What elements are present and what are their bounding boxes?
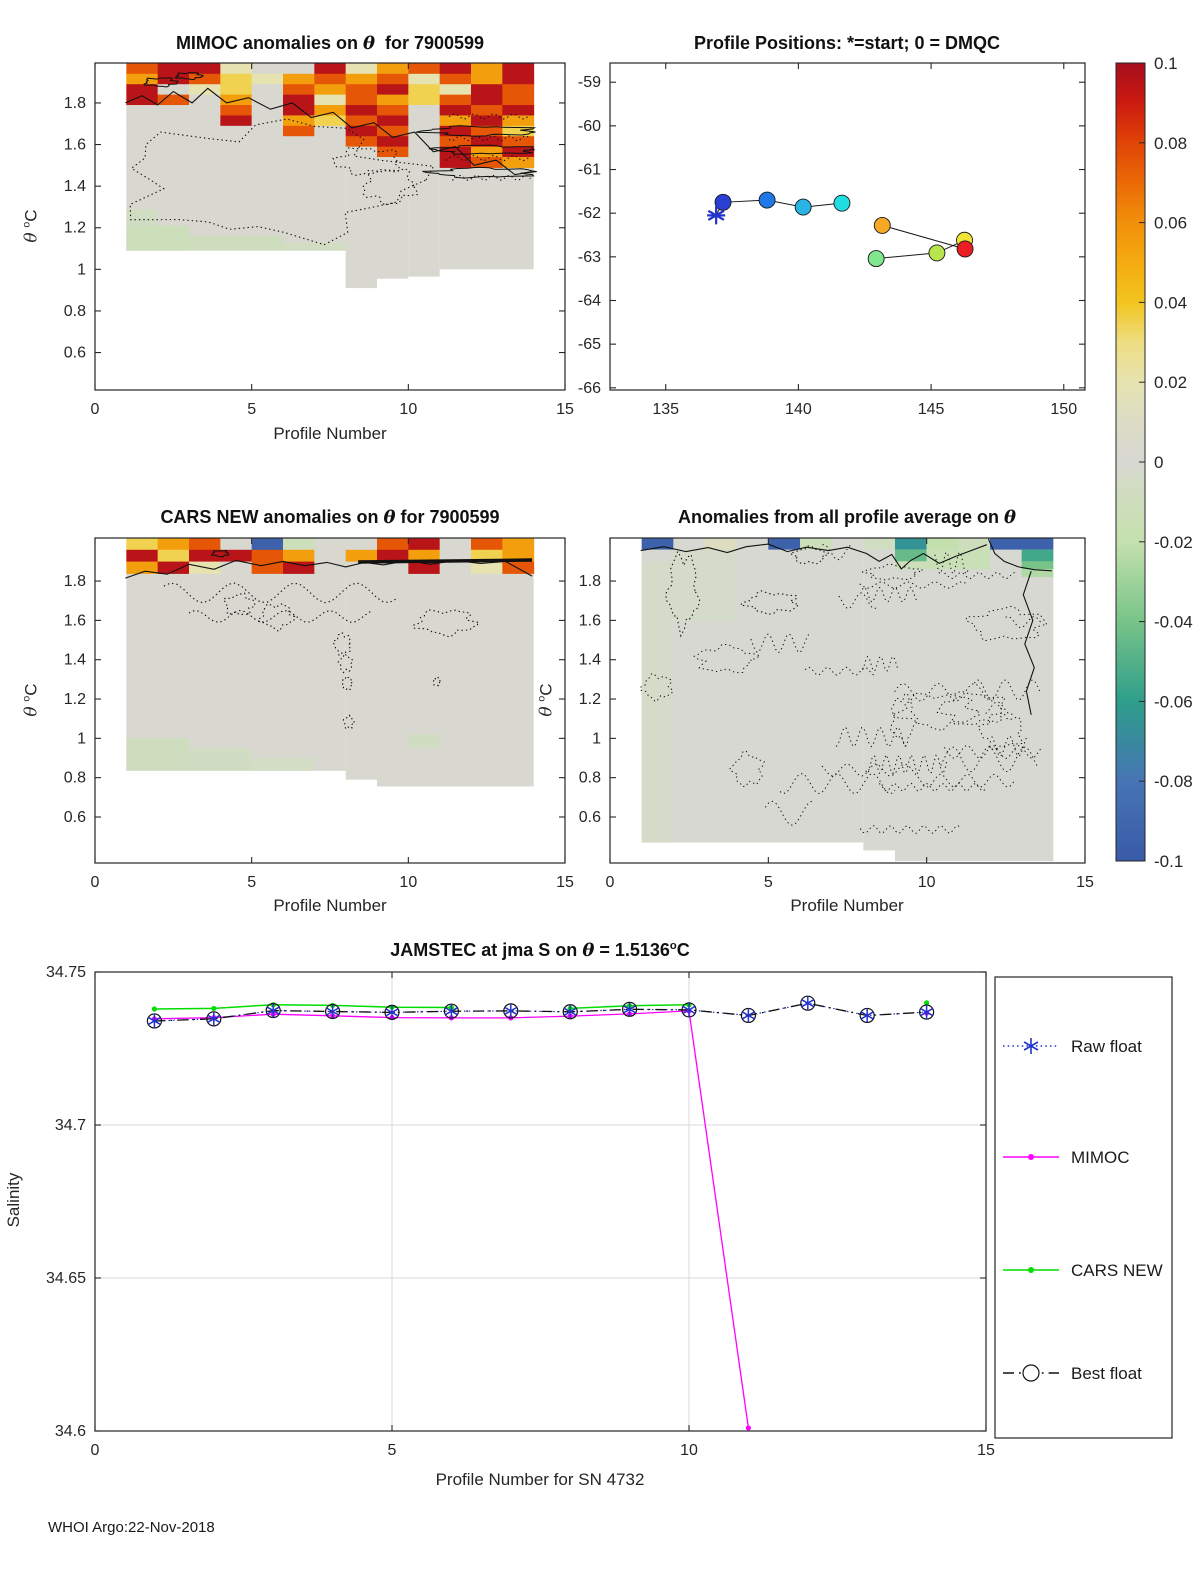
svg-text:-60: -60 xyxy=(577,117,601,135)
title-text: MIMOC anomalies on xyxy=(175,33,363,53)
profile-position-point xyxy=(874,217,890,233)
svg-text:1.4: 1.4 xyxy=(63,651,86,669)
svg-text:135: 135 xyxy=(652,401,680,418)
legend-label-raw-float: Raw float xyxy=(1071,1037,1142,1056)
heatmap-cells xyxy=(125,63,536,288)
xlabel-profile-number-2: Profile Number xyxy=(273,896,387,915)
profile-position-point xyxy=(929,245,945,261)
profile-position-point xyxy=(868,251,884,267)
svg-text:1.6: 1.6 xyxy=(578,612,601,630)
svg-text:-64: -64 xyxy=(577,292,601,310)
title-text: JAMSTEC at jma S on xyxy=(390,940,583,960)
svg-text:10: 10 xyxy=(917,874,936,891)
svg-text:0.04: 0.04 xyxy=(1154,293,1188,313)
svg-text:-63: -63 xyxy=(577,248,601,266)
svg-text:34.65: 34.65 xyxy=(45,1270,86,1287)
svg-text:-65: -65 xyxy=(577,336,601,354)
plot-positions_scatter xyxy=(578,63,1085,418)
svg-text:15: 15 xyxy=(556,874,574,891)
svg-text:5: 5 xyxy=(247,401,257,418)
svg-text:1.8: 1.8 xyxy=(578,573,601,591)
heatmap-cells xyxy=(125,538,534,787)
title-anomalies-average xyxy=(678,507,1016,528)
title-mimoc-anomalies xyxy=(176,33,484,54)
svg-text:15: 15 xyxy=(1076,874,1094,891)
svg-text:-0.1: -0.1 xyxy=(1154,852,1184,871)
svg-text:1.4: 1.4 xyxy=(578,651,601,669)
svg-text:-66: -66 xyxy=(577,379,601,397)
svg-text:-0.02: -0.02 xyxy=(1154,532,1193,552)
svg-text:1.2: 1.2 xyxy=(63,691,86,709)
title-profile-positions xyxy=(694,33,1000,54)
svg-text:-59: -59 xyxy=(577,74,601,92)
title-text: for 7900599 xyxy=(374,33,485,53)
title-text: Profile Positions: *=start; 0 = DMQC xyxy=(693,33,1001,53)
svg-text:1.2: 1.2 xyxy=(63,219,86,237)
svg-text:5: 5 xyxy=(387,1442,397,1459)
svg-text:0: 0 xyxy=(1154,453,1164,472)
legend-label-mimoc: MIMOC xyxy=(1071,1148,1130,1167)
svg-text:145: 145 xyxy=(917,401,945,418)
svg-text:-0.08: -0.08 xyxy=(1154,772,1193,792)
profile-position-point xyxy=(957,241,973,257)
svg-text:0: 0 xyxy=(90,874,100,891)
svg-text:150: 150 xyxy=(1050,401,1078,418)
ylabel-theta-mid-left: θ $^o$C xyxy=(20,683,42,717)
title-jamstec xyxy=(390,940,689,961)
footer-whoi-argo-date: WHOI Argo:22-Nov-2018 xyxy=(48,1519,215,1536)
svg-text:34.6: 34.6 xyxy=(54,1423,86,1440)
title-text: = 1.5136 xyxy=(594,940,670,960)
title-text: C xyxy=(676,940,690,960)
svg-text:0.02: 0.02 xyxy=(1154,373,1188,393)
heatmap-cells xyxy=(640,538,1053,861)
svg-text:1.2: 1.2 xyxy=(578,691,601,709)
ylabel-theta-mid-right: θ $^o$C xyxy=(535,683,557,717)
profile-position-point xyxy=(795,199,811,215)
svg-text:10: 10 xyxy=(680,1442,698,1459)
svg-text:15: 15 xyxy=(977,1442,995,1459)
profile-position-point xyxy=(715,194,731,210)
svg-text:1: 1 xyxy=(77,261,86,279)
plot-cars_heatmap xyxy=(64,538,574,891)
xlabel-profile-number-1: Profile Number xyxy=(273,424,387,443)
svg-text:0.6: 0.6 xyxy=(63,808,86,826)
title-text: for 7900599 xyxy=(395,507,500,527)
legend-label-cars-new: CARS NEW xyxy=(1071,1261,1163,1280)
profile-position-point xyxy=(834,195,850,211)
svg-text:0.8: 0.8 xyxy=(63,769,86,787)
svg-text:5: 5 xyxy=(763,874,773,891)
svg-text:0: 0 xyxy=(90,401,100,418)
theta-symbol: θ xyxy=(362,33,375,54)
theta-symbol: θ xyxy=(383,507,396,528)
svg-text:1.8: 1.8 xyxy=(63,94,86,112)
profile-position-point xyxy=(759,192,775,208)
svg-text:0.6: 0.6 xyxy=(63,344,86,362)
svg-text:0: 0 xyxy=(90,1442,100,1459)
svg-text:-61: -61 xyxy=(577,161,601,179)
plot-salinity_lines xyxy=(46,964,995,1459)
gridlines xyxy=(95,972,986,1431)
svg-text:1.8: 1.8 xyxy=(63,573,86,591)
title-text: Anomalies from all profile average on xyxy=(677,507,1005,527)
xlabel-profile-number-3: Profile Number xyxy=(790,896,904,915)
ylabel-theta-top: θ $^o$C xyxy=(20,209,42,243)
svg-text:1.6: 1.6 xyxy=(63,612,86,630)
svg-text:1.4: 1.4 xyxy=(63,178,86,196)
svg-text:0.06: 0.06 xyxy=(1154,213,1188,233)
svg-text:1: 1 xyxy=(77,730,86,748)
svg-text:34.7: 34.7 xyxy=(54,1117,86,1134)
theta-symbol: θ xyxy=(1004,507,1017,528)
plot-avg_heatmap xyxy=(579,538,1094,891)
title-text: CARS NEW anomalies on xyxy=(160,507,384,527)
svg-text:0: 0 xyxy=(605,874,615,891)
svg-text:-0.06: -0.06 xyxy=(1154,692,1193,712)
ylabel-salinity: Salinity xyxy=(4,1172,23,1228)
svg-text:-0.04: -0.04 xyxy=(1154,612,1193,632)
legend-box xyxy=(995,977,1172,1438)
svg-text:1.6: 1.6 xyxy=(63,136,86,154)
theta-symbol: θ xyxy=(582,940,595,961)
legend-label-best-float: Best float xyxy=(1071,1364,1142,1383)
svg-text:0.08: 0.08 xyxy=(1154,133,1188,153)
svg-text:-62: -62 xyxy=(577,205,601,223)
svg-text:10: 10 xyxy=(399,401,418,418)
svg-text:140: 140 xyxy=(785,401,812,418)
plot-mimoc_heatmap xyxy=(64,63,574,418)
svg-text:0.8: 0.8 xyxy=(63,302,86,320)
title-cars-anomalies xyxy=(160,507,499,528)
svg-text:34.75: 34.75 xyxy=(45,964,86,981)
xlabel-profile-number-sn: Profile Number for SN 4732 xyxy=(435,1470,645,1489)
svg-text:0.1: 0.1 xyxy=(1154,54,1178,73)
svg-text:5: 5 xyxy=(247,874,257,891)
svg-text:10: 10 xyxy=(399,874,418,891)
svg-text:1: 1 xyxy=(592,730,601,748)
svg-text:0.8: 0.8 xyxy=(578,769,601,787)
svg-text:0.6: 0.6 xyxy=(578,808,601,826)
svg-text:15: 15 xyxy=(556,401,574,418)
colorbar xyxy=(1116,54,1193,871)
degree-superscript: o xyxy=(669,940,677,952)
